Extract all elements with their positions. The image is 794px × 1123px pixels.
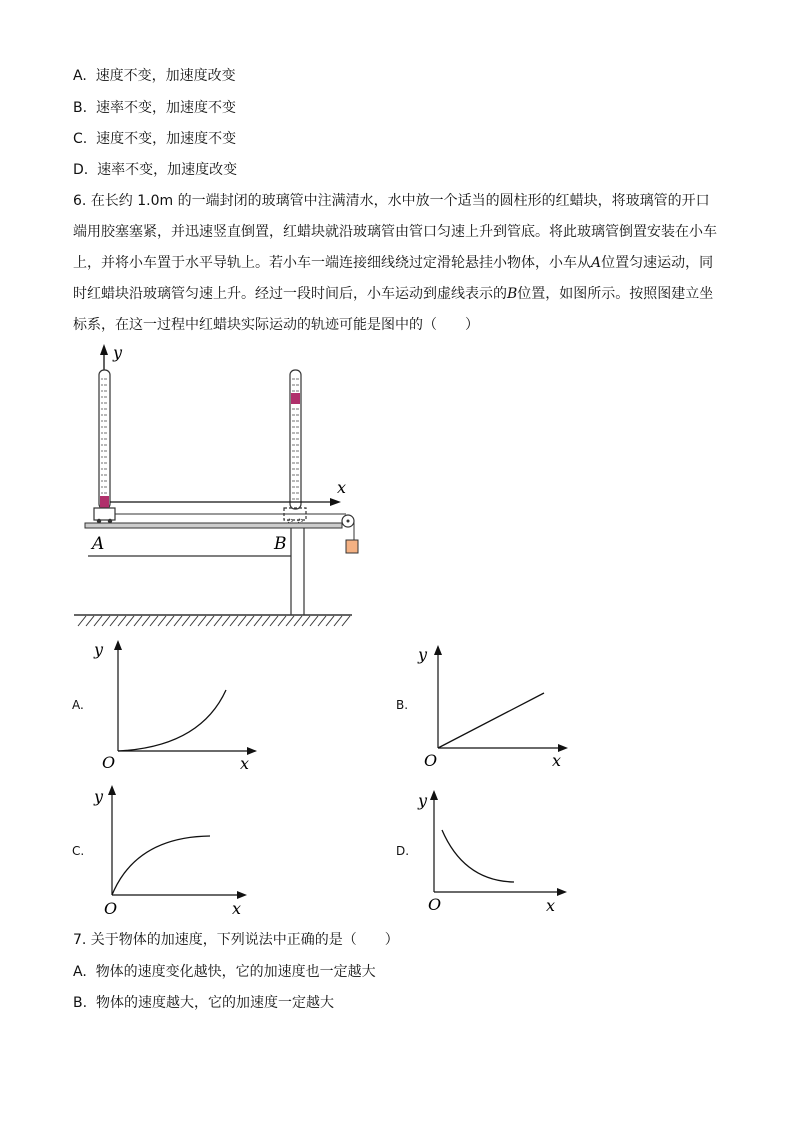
option-letter: A.: [73, 68, 87, 84]
option-text: 速度不变，加速度改变: [95, 68, 236, 84]
option-text: 速率不变，加速度改变: [97, 162, 238, 178]
cart-a: [94, 508, 115, 520]
q7-question: 7. 关于物体的加速度，下列说法中正确的是（ ）: [73, 932, 399, 948]
q7-option-b: [73, 993, 334, 1013]
trajectory-curve: [112, 836, 210, 895]
y-axis-arrow: [100, 344, 108, 355]
x-label: x: [240, 754, 250, 773]
var-b: B: [507, 286, 518, 302]
question-number: 6.: [73, 193, 87, 209]
option-letter: A.: [73, 964, 87, 980]
q6-option-b-label: B.: [396, 698, 409, 712]
y-label: y: [94, 787, 104, 806]
track: [85, 523, 342, 528]
option-text: 物体的速度越大，它的加速度一定越大: [95, 995, 334, 1011]
q7-option-a: [73, 962, 376, 982]
wax-block-b: [291, 393, 300, 404]
y-label: y: [94, 640, 104, 659]
option-text: 速度不变，加速度不变: [96, 131, 237, 147]
question-text-3: 位置，如图所示。按照图建立坐标系，在这一过程中红蜡块实际运动的轨迹可能是图中的（ ）: [73, 286, 714, 333]
q6-option-d-label: D.: [396, 844, 410, 858]
var-a: A: [591, 255, 602, 271]
y-label: y: [418, 645, 428, 664]
q6-option-a-label: A.: [72, 698, 84, 712]
ground-hatch: [78, 616, 350, 626]
question-text-1: 在长约 1.0m 的一端封闭的玻璃管中注满清水，水中放一个适当的圆柱形的红蜡块，将玻璃管的开口端用胶塞塞紧，并迅速竖直倒置，红蜡块就沿玻璃管由管口匀速上升到管底。将此玻璃管倒置安装在小车上，并将小车置于水平导轨上。若小车一端连接细线绕过定滑轮悬挂小物体，小车从: [73, 193, 717, 271]
trajectory-line: [438, 693, 544, 748]
origin-label: O: [424, 751, 438, 770]
option-letter: B.: [73, 995, 88, 1011]
trajectory-curve: [118, 690, 226, 751]
option-letter: B.: [73, 100, 88, 116]
point-b-label: B: [274, 534, 287, 554]
x-axis-arrow: [330, 498, 341, 506]
option-text: 物体的速度变化越快，它的加速度也一定越大: [95, 964, 376, 980]
question-text-2: 位置匀速运动，同时红蜡块沿玻璃管匀速上升。经过一段时间后，小车运动到虚线表示的: [73, 255, 714, 302]
trajectory-curve: [442, 830, 514, 882]
option-text: 速率不变，加速度不变: [95, 100, 236, 116]
y-label: y: [418, 791, 428, 810]
q6-option-c-label: C.: [72, 844, 85, 858]
x-label: x: [546, 896, 556, 915]
q6-option-c-graph: [90, 780, 265, 920]
wax-block-a: [100, 496, 109, 508]
option-letter: C.: [73, 131, 88, 147]
origin-label: O: [102, 753, 116, 772]
q6-option-a-graph: [90, 635, 265, 775]
origin-label: O: [428, 895, 442, 914]
hanging-weight: [346, 540, 358, 553]
origin-label: O: [104, 899, 118, 918]
x-axis-label: x: [337, 478, 347, 497]
point-a-label: A: [92, 534, 105, 554]
x-label: x: [232, 899, 242, 918]
x-label: x: [552, 751, 562, 770]
option-letter: D.: [73, 162, 89, 178]
q6-option-b-graph: [410, 640, 585, 775]
y-axis-label: y: [113, 343, 123, 362]
q6-option-d-graph: [410, 785, 585, 920]
tube-a-scale: [101, 378, 108, 496]
